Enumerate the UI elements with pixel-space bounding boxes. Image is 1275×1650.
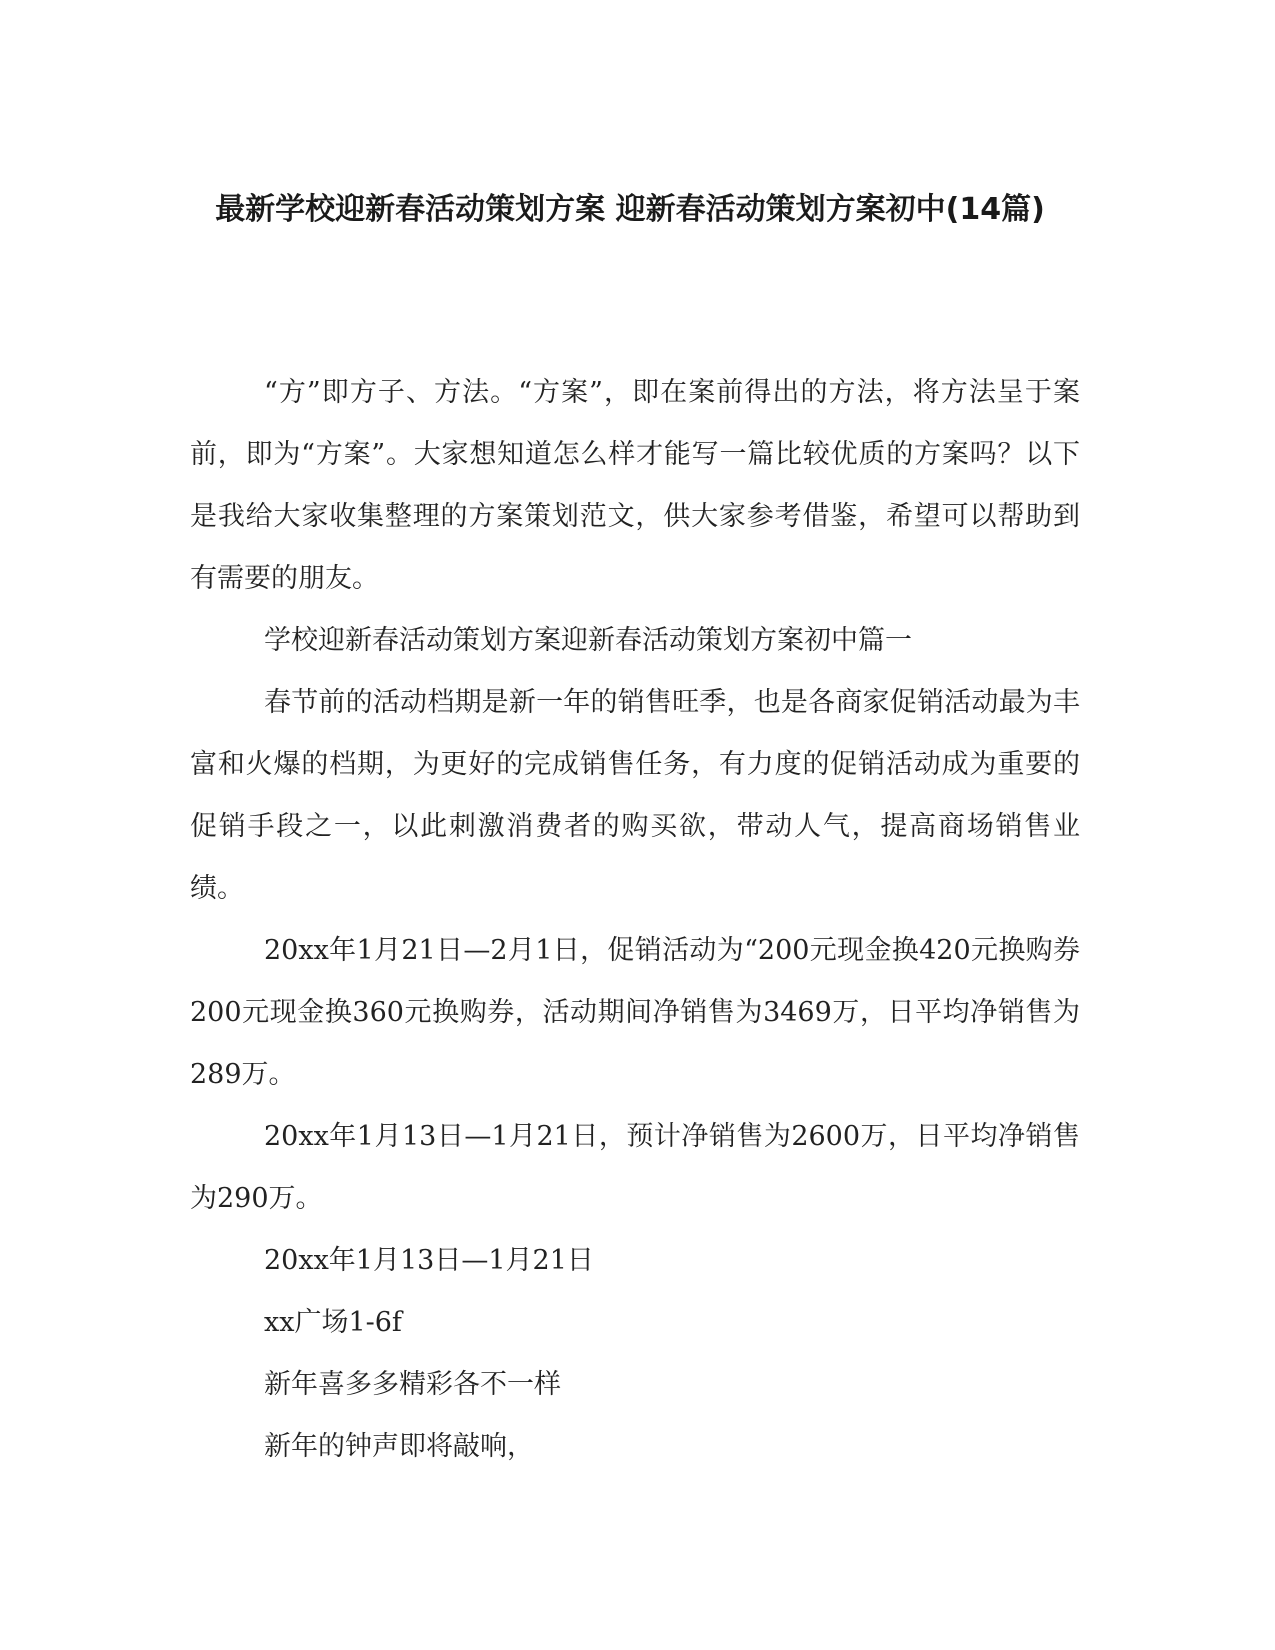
document-body [190, 362, 1080, 1478]
background-paragraph: 春节前的活动档期是新一年的销售旺季，也是各商家促销活动最为丰富和火爆的档期，为更好的完成销售任务，有力度的促销活动成为重要的促销手段之一，以此刺激消费者的购买欲，带动人气，提高商场销售业绩。 [190, 687, 1080, 904]
closing-line: 新年的钟声即将敲响， [264, 1431, 534, 1462]
activity-location: xx广场1-6f [264, 1307, 402, 1338]
activity-time: 20xx年1月13日—1月21日 [264, 1245, 594, 1276]
past-sales-paragraph: 20xx年1月21日—2月1日，促销活动为“200元现金换420元换购券200元现金换360元换购券，活动期间净销售为3469万，日平均净销售为289万。 [190, 935, 1080, 1090]
section-heading: 学校迎新春活动策划方案迎新春活动策划方案初中篇一 [264, 625, 912, 656]
document-title: 最新学校迎新春活动策划方案 迎新春活动策划方案初中(14篇) [215, 192, 1045, 227]
forecast-paragraph: 20xx年1月13日—1月21日，预计净销售为2600万，日平均净销售为290万。 [190, 1121, 1080, 1214]
intro-paragraph: “方”即方子、方法。“方案”，即在案前得出的方法，将方法呈于案前，即为“方案”。大家想知道怎么样才能写一篇比较优质的方案吗？以下是我给大家收集整理的方案策划范文，供大家参考借鉴，希望可以帮助到有需要的朋友。 [190, 377, 1080, 594]
activity-theme: 新年喜多多精彩各不一样 [264, 1369, 561, 1400]
